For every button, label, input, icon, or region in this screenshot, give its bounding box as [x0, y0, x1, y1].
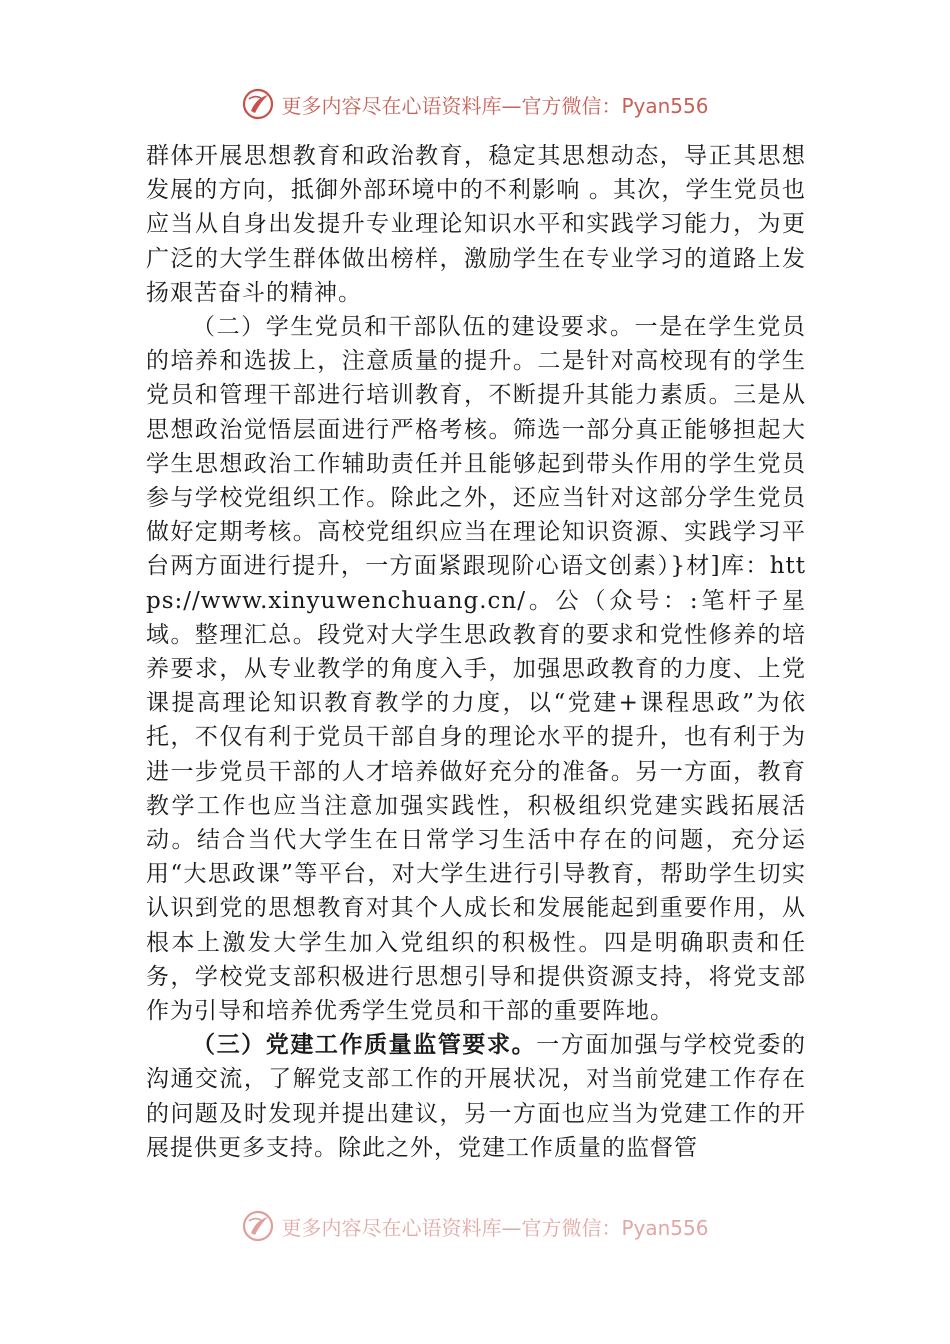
watermark-text: 更多内容尽在心语资料库—官方微信：Pyan556: [281, 1215, 709, 1240]
logo-icon: [241, 87, 275, 121]
paragraph-1: 群体开展思想教育和政治教育，稳定其思想动态，导正其思想发展的方向，抵御外部环境中的不利影响 。其次，学生党员也应当从自身出发提升专业理论知识水平和实践学习能力，为更广泛的大学生群体做出榜样，激励学生在专业学习的道路上发扬艰苦奋斗的精神。: [146, 143, 806, 306]
footer-watermark: [0, 1206, 950, 1246]
paragraph-2: （二）学生党员和干部队伍的建设要求。一是在学生党员的培养和选拔上，注意质量的提升。二是针对高校现有的学生党员和管理干部进行培训教育，不断提升其能力素质。三是从思想政治觉悟层面进行严格考核。筛选一部分真正能够担起大学生思想政治工作辅助责任并且能够起到带头作用的学生党员参与学校党组织工作。除此之外，还应当针对这部分学生党员做好定期考核。高校党组织应当在理论知识资源、实践学习平台两方面进行提升，一方面紧跟现阶心语文创素）}材]库：https://www.xinyuwenchuang.cn/。公（众号：:笔杆子星域。整理汇总。段党对大学生思政教育的要求和党性修养的培养要求，从专业教学的角度入手，加强思政教育的力度、上党课提高理论知识教育教学的力度，以“党建+课程思政”为依托，不仅有利于党员干部自身的理论水平的提升，也有利于为进一步党员干部的人才培养做好充分的准备。另一方面，教育教学工作也应当注意加强实践性，积极组织党建实践拓展活动。结合当代大学生在日常学习生活中存在的问题，充分运用“大思政课”等平台，对大学生进行引导教育，帮助学生切实认识到党的思想教育对其个人成长和发展能起到重要作用，从根本上激发大学生加入党组织的积极性。四是明确职责和任务，学校党支部积极进行思想引导和提供资源支持，将党支部作为引导和培养优秀学生党员和干部的重要阵地。: [146, 314, 806, 1025]
logo-icon: [241, 1209, 275, 1243]
document-body: [146, 139, 806, 1165]
section-text: 一方面加强与学校党委的沟通交流，了解党支部工作的开展状况，对当前党建工作存在的问题及时发现并提出建议，另一方面也应当为党建工作的开展提供更多支持。除此之外，党建工作质量的监督管: [146, 1032, 807, 1161]
watermark-text: 更多内容尽在心语资料库—官方微信：Pyan556: [281, 93, 709, 118]
paragraph-3: [146, 1028, 806, 1165]
section-heading: （三）党建工作质量监管要求。: [192, 1031, 537, 1059]
header-watermark: [0, 84, 950, 124]
